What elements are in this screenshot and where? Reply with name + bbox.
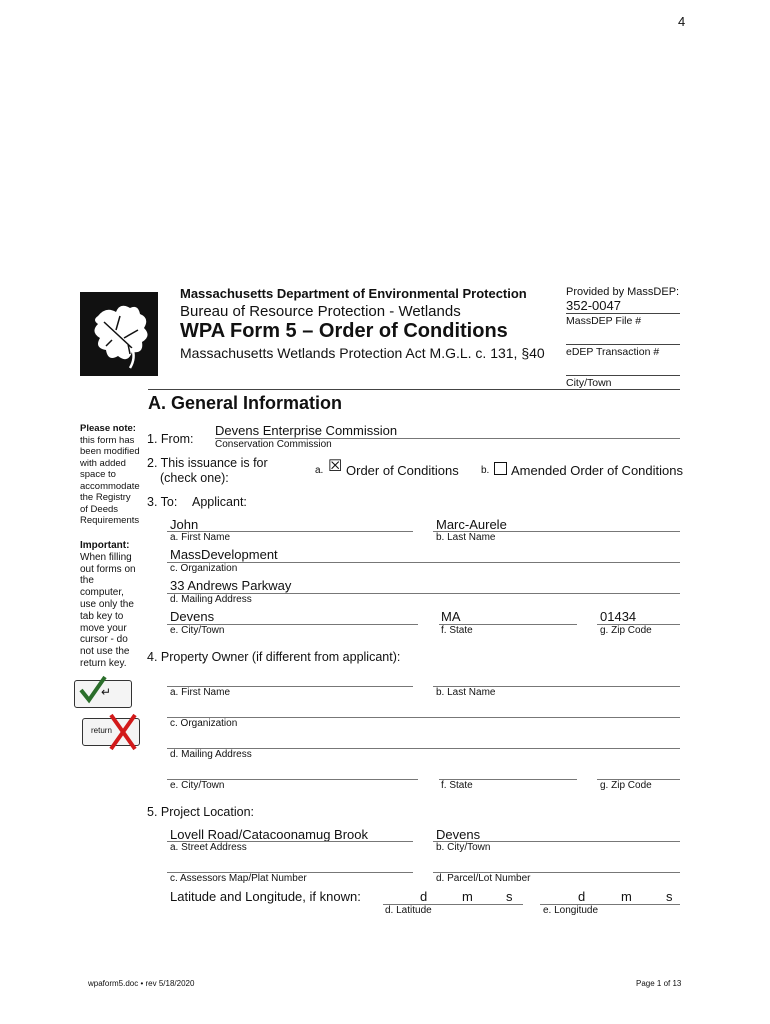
to-label: 3. To: [147,495,178,509]
note-line: Requirements [80,515,140,526]
edep-line [566,344,680,345]
issuance-label: 2. This issuance is for [147,456,268,470]
footer-doc-id: wpaform5.doc • rev 5/18/2020 [88,979,195,988]
location-city-label: b. City/Town [436,842,491,853]
from-value[interactable]: Devens Enterprise Commission [215,423,398,438]
act-citation: Massachusetts Wetlands Protection Act M.G.L. c. 131, §40 [180,345,545,361]
lat-degrees[interactable]: d [420,889,428,904]
long-seconds[interactable]: s [666,889,673,904]
note-line: use only the [80,598,134,610]
applicant-address[interactable]: 33 Andrews Parkway [170,578,292,593]
applicant-last-name[interactable]: Marc-Aurele [436,517,507,532]
applicant-city[interactable]: Devens [170,609,215,624]
massdep-logo [80,292,158,376]
applicant-state[interactable]: MA [441,609,461,624]
note-line: of Deeds [80,503,119,515]
oak-leaf-icon [80,292,158,376]
note-line: out forms on [80,563,136,575]
city-label: e. City/Town [170,625,225,636]
please-note [80,423,140,527]
applicant-zip[interactable]: 01434 [600,609,637,624]
note-line: cursor - do [80,634,128,646]
option-a-prefix: a. [315,465,324,476]
parcel-label: d. Parcel/Lot Number [436,873,531,884]
checkmark-icon [78,674,108,704]
longitude-label: e. Longitude [543,905,599,916]
note-line: with added [80,457,126,469]
note-line: the Registry [80,492,131,503]
edep-label: eDEP Transaction # [566,346,660,358]
section-divider [148,389,680,390]
city-town-line [566,375,680,376]
note-line: not use the [80,646,130,658]
file-number[interactable]: 352-0047 [566,298,621,313]
street-address[interactable]: Lovell Road/Catacoonamug Brook [170,827,369,842]
location-city[interactable]: Devens [436,827,481,842]
note-line: computer, [80,587,124,599]
note-line: the [80,575,94,587]
organization-line [167,562,680,563]
map-label: c. Assessors Map/Plat Number [170,873,307,884]
red-x-icon [108,712,138,752]
owner-org-label: c. Organization [170,718,238,729]
file-number-line [566,313,680,314]
note-line: move your [80,622,127,634]
checkbox-b[interactable] [494,462,507,475]
please-note-title: Please note: [80,423,136,434]
applicant-first-name[interactable]: John [170,517,199,532]
note-line: space to [80,469,116,480]
owner-org-line[interactable] [167,717,680,718]
important-title: Important: [80,540,130,551]
note-line: been modified [80,446,140,457]
location-label: 5. Project Location: [147,805,255,819]
agency-name: Massachusetts Department of Environmental Protection [180,286,527,301]
section-title: A. General Information [148,393,343,413]
footer-page: Page 1 of 13 [636,979,682,988]
lat-seconds[interactable]: s [506,889,513,904]
note-line: return key. [80,657,127,669]
last-name-label: b. Last Name [436,532,496,543]
enter-glyph: ↵ [101,685,112,699]
owner-zip-label: g. Zip Code [600,780,652,791]
option-a-label: Order of Conditions [346,463,459,478]
state-label: f. State [441,625,473,636]
zip-label: g. Zip Code [600,625,652,636]
from-label: 1. From: [147,432,194,446]
owner-label: 4. Property Owner (if different from applicant): [147,650,401,664]
city-town-label: City/Town [566,377,612,389]
note-line: When filling [80,551,132,563]
applicant-label: Applicant: [192,495,247,509]
owner-first-label: a. First Name [170,687,231,698]
page-number: 4 [678,14,686,29]
owner-city-label: e. City/Town [170,780,225,791]
note-line: this form has [80,434,135,446]
file-number-label: MassDEP File # [566,315,642,327]
important-note [80,540,140,670]
owner-last-label: b. Last Name [436,687,496,698]
address-label: d. Mailing Address [170,594,252,605]
organization-label: c. Organization [170,563,238,574]
first-name-label: a. First Name [170,532,231,543]
return-key-label: return [91,726,112,735]
note-line: accommodate [80,480,140,492]
owner-address-label: d. Mailing Address [170,749,252,760]
option-b-prefix: b. [481,465,490,476]
form-title: WPA Form 5 – Order of Conditions [180,320,508,342]
note-line: tab key to [80,610,124,622]
option-b-label: Amended Order of Conditions [511,463,683,478]
latlong-label: Latitude and Longitude, if known: [170,889,361,904]
street-label: a. Street Address [170,842,247,853]
bureau-name: Bureau of Resource Protection - Wetlands [180,303,461,320]
provided-label: Provided by MassDEP: [566,286,680,298]
checkbox-a[interactable]: ☒ [328,458,343,475]
long-minutes[interactable]: m [621,889,632,904]
lat-minutes[interactable]: m [462,889,473,904]
applicant-organization[interactable]: MassDevelopment [170,547,278,562]
long-degrees[interactable]: d [578,889,586,904]
issuance-label-2: (check one): [160,471,229,485]
from-sublabel: Conservation Commission [215,439,332,450]
latitude-label: d. Latitude [385,905,432,916]
owner-state-label: f. State [441,780,473,791]
